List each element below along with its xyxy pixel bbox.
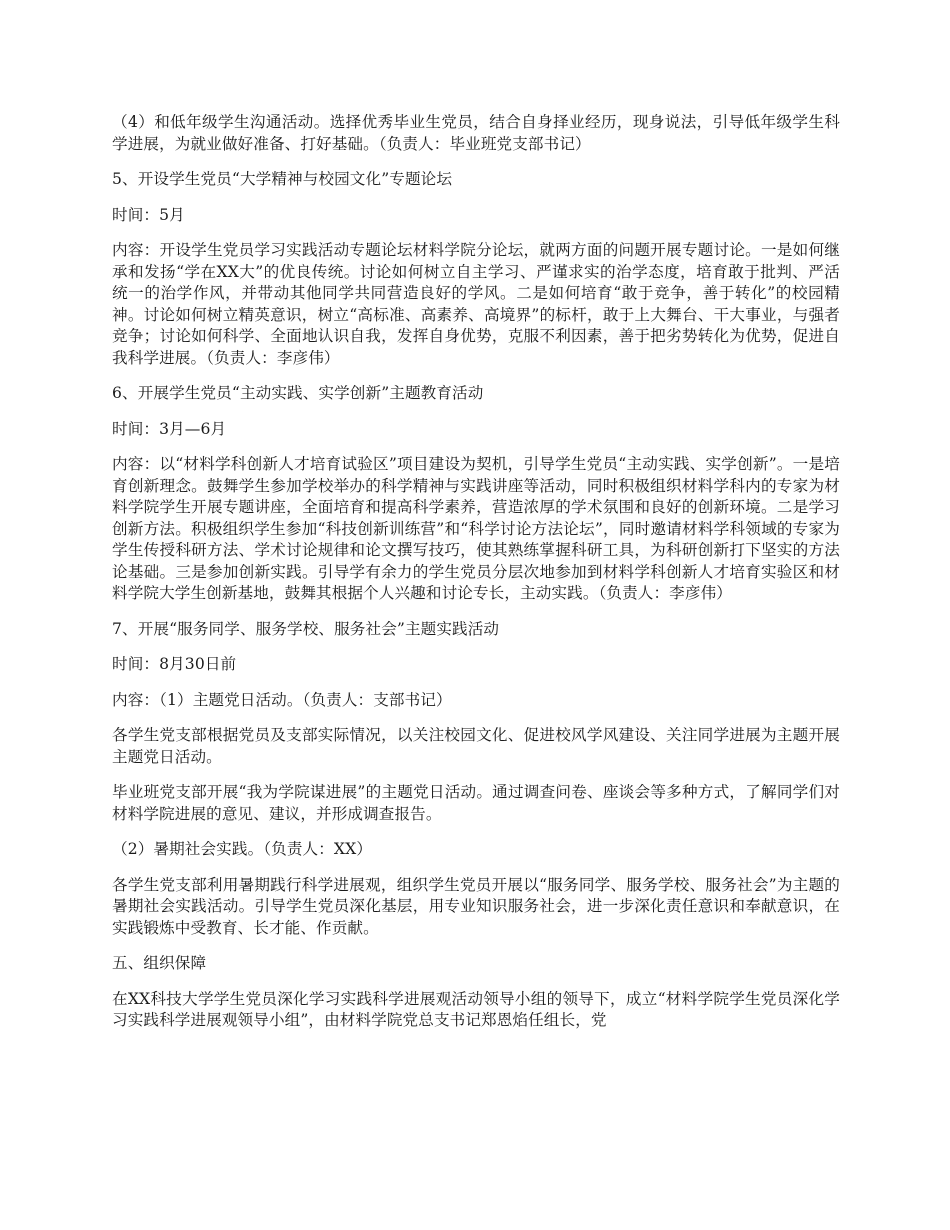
time-line-5: 时间：5月 [112,205,185,224]
time-line-6: 时间：3月—6月 [112,419,227,438]
paragraph-graduate-branch: 毕业班党支部开展“我为学院谋进展”的主题党日活动。通过调查问卷、座谈会等多种方式，了解同学们对材料学院进展的意见、建议，并形成调查报告。 [112,783,840,823]
paragraph-branch-activities: 各学生党支部根据党员及支部实际情况，以关注校园文化、促进校风学风建设、关注同学进展为主题开展主题党日活动。 [112,726,840,766]
content-paragraph-5: 内容：开设学生党员学习实践活动专题论坛材料学院分论坛，就两方面的问题开展专题讨论。一是如何继承和发扬“学在XX大”的优良传统。讨论如何树立自主学习、严谨求实的治学态度，培育敢于批判、严活统一的治学作风，并带动其他同学共同营造良好的学风。二是如何培育“敢于竞争，善于转化”的校园精神。讨论如何树立精英意识，树立“高标准、高素养、高境界”的标杆，敢于上大舞台、干大事业，与强者竞争；讨论如何科学、全面地认识自我，发挥自身优势，克服不利因素，善于把劣势转化为优势，促进自我科学进展。（负责人：李彦伟） [112,241,840,367]
section-heading-6: 6、开展学生党员“主动实践、实学创新”主题教育活动 [112,384,484,402]
document-page [112,112,840,1046]
paragraph-summer-practice: 各学生党支部利用暑期践行科学进展观，组织学生党员开展以“服务同学、服务学校、服务社会”为主题的暑期社会实践活动。引导学生党员深化基层，用专业知识服务社会，进一步深化责任意识和奉献意识，在实践锻炼中受教育、长才能、作贡献。 [112,875,840,937]
content-paragraph-6: 内容：以“材料学科创新人才培育试验区”项目建设为契机，引导学生党员“主动实践、实学创新”。一是培育创新理念。鼓舞学生参加学校举办的科学精神与实践讲座等活动，同时积极组织材料学科内的专家为材料学院学生开展专题讲座，全面培育和提高科学素养，营造浓厚的学术氛围和良好的创新环境。二是学习创新方法。积极组织学生参加“科技创新训练营”和“科学讨论方法论坛”，同时邀请材料学科领域的专家为学生传授科研方法、学术讨论规律和论文撰写技巧，使其熟练掌握科研工具，为科研创新打下坚实的方法论基础。三是参加创新实践。引导学有余力的学生党员分层次地参加到材料学科创新人才培育实验区和材料学院大学生创新基地，鼓舞其根据个人兴趣和讨论专长，主动实践。（负责人：李彦伟） [112,455,840,602]
section-heading-5: 5、开设学生党员“大学精神与校园文化”专题论坛 [112,170,453,188]
section-heading-7: 7、开展“服务同学、服务学校、服务社会”主题实践活动 [112,619,500,638]
paragraph-organization: 在XX科技大学学生党员深化学习实践科学进展观活动领导小组的领导下，成立“材料学院学生党员深化学习实践科学进展观领导小组”，由材料学院党总支书记郑恩焰任组长，党 [112,989,840,1029]
time-line-7: 时间：8月30日前 [112,655,237,673]
paragraph-item-4-communication: （4）和低年级学生沟通活动。选择优秀毕业生党员，结合自身择业经历，现身说法，引导低年级学生科学进展，为就业做好准备、打好基础。（负责人：毕业班党支部书记） [112,113,840,153]
content-line-7-2: （2）暑期社会实践。（负责人：XX） [112,840,373,858]
section-heading-organization: 五、组织保障 [112,954,207,972]
content-line-7-1: 内容：（1）主题党日活动。（负责人：支部书记） [112,690,452,709]
